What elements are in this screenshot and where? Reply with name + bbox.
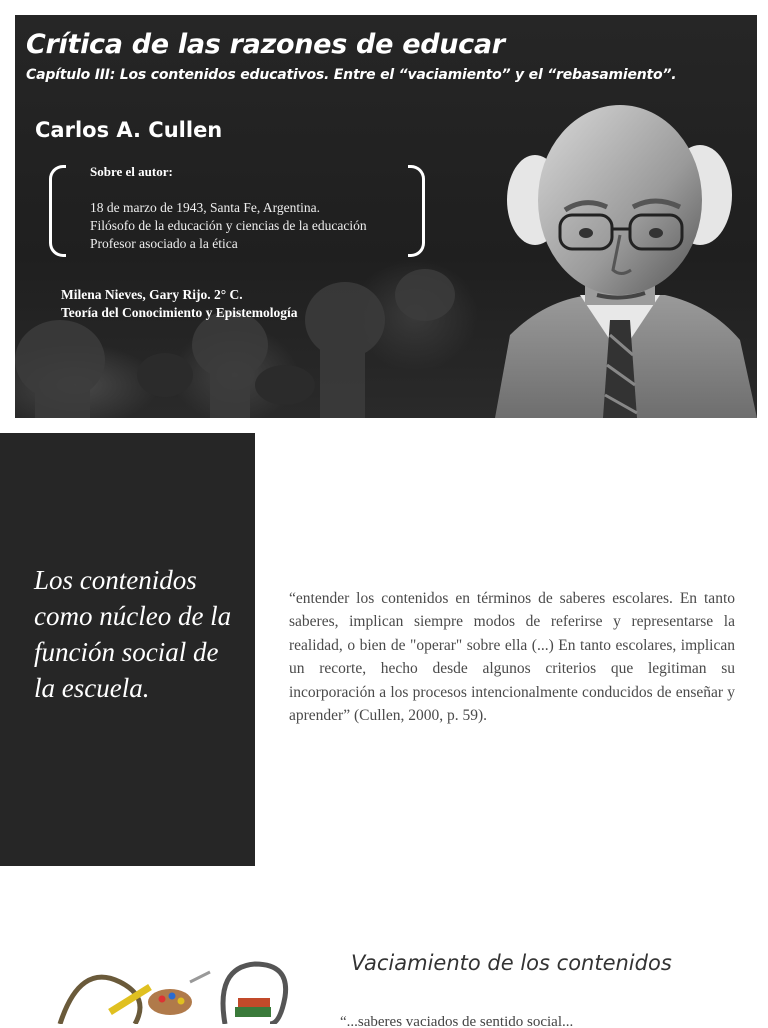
right-brace [408, 165, 425, 257]
chapter-subtitle: Capítulo III: Los contenidos educativos. Entre el “vaciamiento” y el “rebasamiento”. [26, 67, 677, 83]
author-name: Carlos A. Cullen [35, 118, 223, 142]
credits [61, 286, 298, 322]
about-item-position: Profesor asociado a la ética [90, 236, 238, 251]
about-heading: Sobre el autor: [90, 164, 173, 179]
school-supplies-illustration [40, 952, 315, 1024]
content-panel [0, 433, 255, 866]
about-list [90, 199, 367, 253]
credits-authors: Milena Nieves, Gary Rijo. 2° C. [61, 287, 243, 302]
vaciamiento-text: “...saberes vaciados de sentido social... [340, 1014, 574, 1028]
about-item-birth: 18 de marzo de 1943, Santa Fe, Argentina. [90, 200, 320, 215]
presentation-title: Crítica de las razones de educar [26, 29, 505, 60]
cullen-quote: “entender los contenidos en términos de saberes escolares. En tanto saberes, implican siempre modos de referirse y representarse la realidad, o bien de "operar" sobre ella (...) En tanto escolares, implican un recorte, hecho desde algunos criterios que legitiman su incorporación a los procesos intencionalmente conducidos de enseñar y aprender” (Cullen, 2000, p. 59). [289, 590, 735, 725]
section-heading: Los contenidos como núcleo de la función social de la escuela. [34, 565, 232, 703]
section-heading-vaciamiento: Vaciamiento de los contenidos [351, 951, 672, 975]
left-brace [49, 165, 66, 257]
about-item-profession: Filósofo de la educación y ciencias de la educación [90, 218, 367, 233]
author-portrait [485, 105, 757, 418]
title-slide [15, 15, 757, 418]
credits-course: Teoría del Conocimiento y Epistemología [61, 305, 298, 320]
